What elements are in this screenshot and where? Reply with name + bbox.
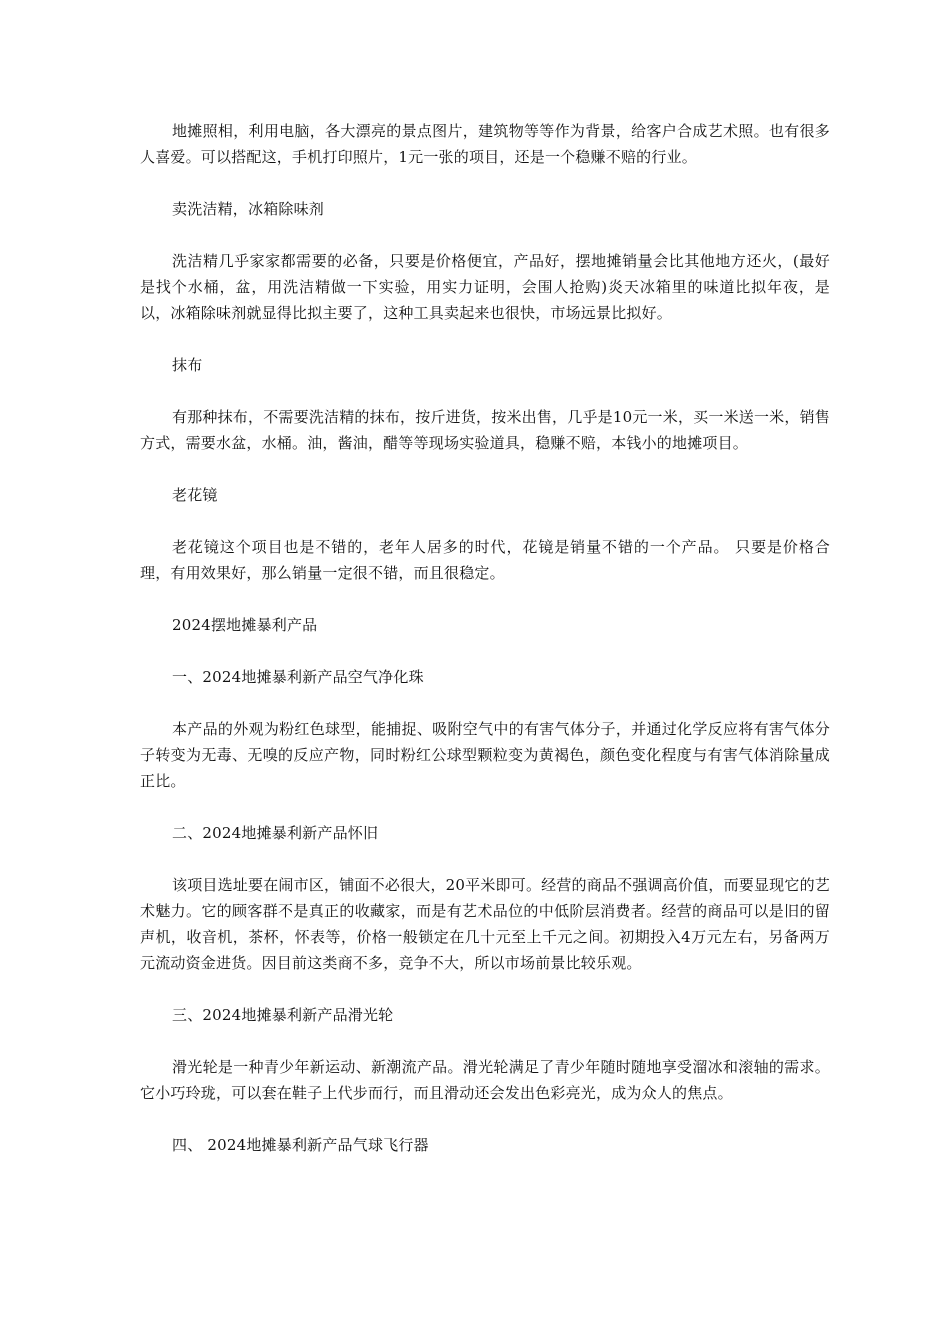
- paragraph-air-purifier-beads: 本产品的外观为粉红色球型，能捕捉、吸附空气中的有害气体分子，并通过化学反应将有害气体分子转变为无毒、无嗅的反应产物，同时粉红公球型颗粒变为黄褐色，颜色变化程度与有害气体消除量成正比。: [140, 720, 830, 790]
- heading-air-purifier-beads: 一、2024地摊暴利新产品空气净化珠: [172, 668, 424, 686]
- heading-cloth: 抹布: [172, 356, 203, 374]
- heading-detergent: 卖洗洁精，冰箱除味剂: [172, 200, 325, 218]
- heading-reading-glasses: 老花镜: [172, 486, 218, 504]
- paragraph-detergent: 洗洁精几乎家家都需要的必备，只要是价格便宜，产品好，摆地摊销量会比其他地方还火，(最好是找个水桶，盆，用洗洁精做一下实验，用实力证明，会围人抢购)炎天冰箱里的味道比拟年夜，是以，冰箱除味剂就显得比拟主要了，这种工具卖起来也很快，市场远景比拟好。: [140, 252, 830, 322]
- document-body: [140, 118, 830, 1184]
- paragraph-reading-glasses: 老花镜这个项目也是不错的，老年人居多的时代，花镜是销量不错的一个产品。 只要是价格合理，有用效果好，那么销量一定很不错，而且很稳定。: [140, 538, 830, 582]
- paragraph-nostalgia: 该项目选址要在闹市区，铺面不必很大，20平米即可。经营的商品不强调高价值，而要显现它的艺术魅力。它的顾客群不是真正的收藏家，而是有艺术品位的中低阶层消费者。经营的商品可以是旧的留声机，收音机，茶杯，怀表等，价格一般锁定在几十元至上千元之间。初期投入4万元左右，另备两万元流动资金进货。因目前这类商不多，竞争不大，所以市场前景比较乐观。: [140, 876, 830, 972]
- paragraph-light-wheels: 滑光轮是一种青少年新运动、新潮流产品。滑光轮满足了青少年随时随地享受溜冰和滚轴的需求。它小巧玲珑，可以套在鞋子上代步而行，而且滑动还会发出色彩亮光，成为众人的焦点。: [140, 1058, 830, 1102]
- paragraph-cloth: 有那种抹布，不需要洗洁精的抹布，按斤进货，按米出售，几乎是10元一米，买一米送一米，销售方式，需要水盆，水桶。油，酱油，醋等等现场实验道具，稳赚不赔，本钱小的地摊项目。: [140, 408, 830, 452]
- heading-2024-products: 2024摆地摊暴利产品: [172, 616, 318, 634]
- heading-nostalgia: 二、2024地摊暴利新产品怀旧: [172, 824, 379, 842]
- paragraph-photo-booth: 地摊照相，利用电脑，各大漂亮的景点图片，建筑物等等作为背景，给客户合成艺术照。也有很多人喜爱。可以搭配这，手机打印照片，1元一张的项目，还是一个稳赚不赔的行业。: [140, 122, 830, 166]
- heading-light-wheels: 三、2024地摊暴利新产品滑光轮: [172, 1006, 394, 1024]
- heading-balloon-flyer: 四、 2024地摊暴利新产品气球飞行器: [172, 1136, 429, 1154]
